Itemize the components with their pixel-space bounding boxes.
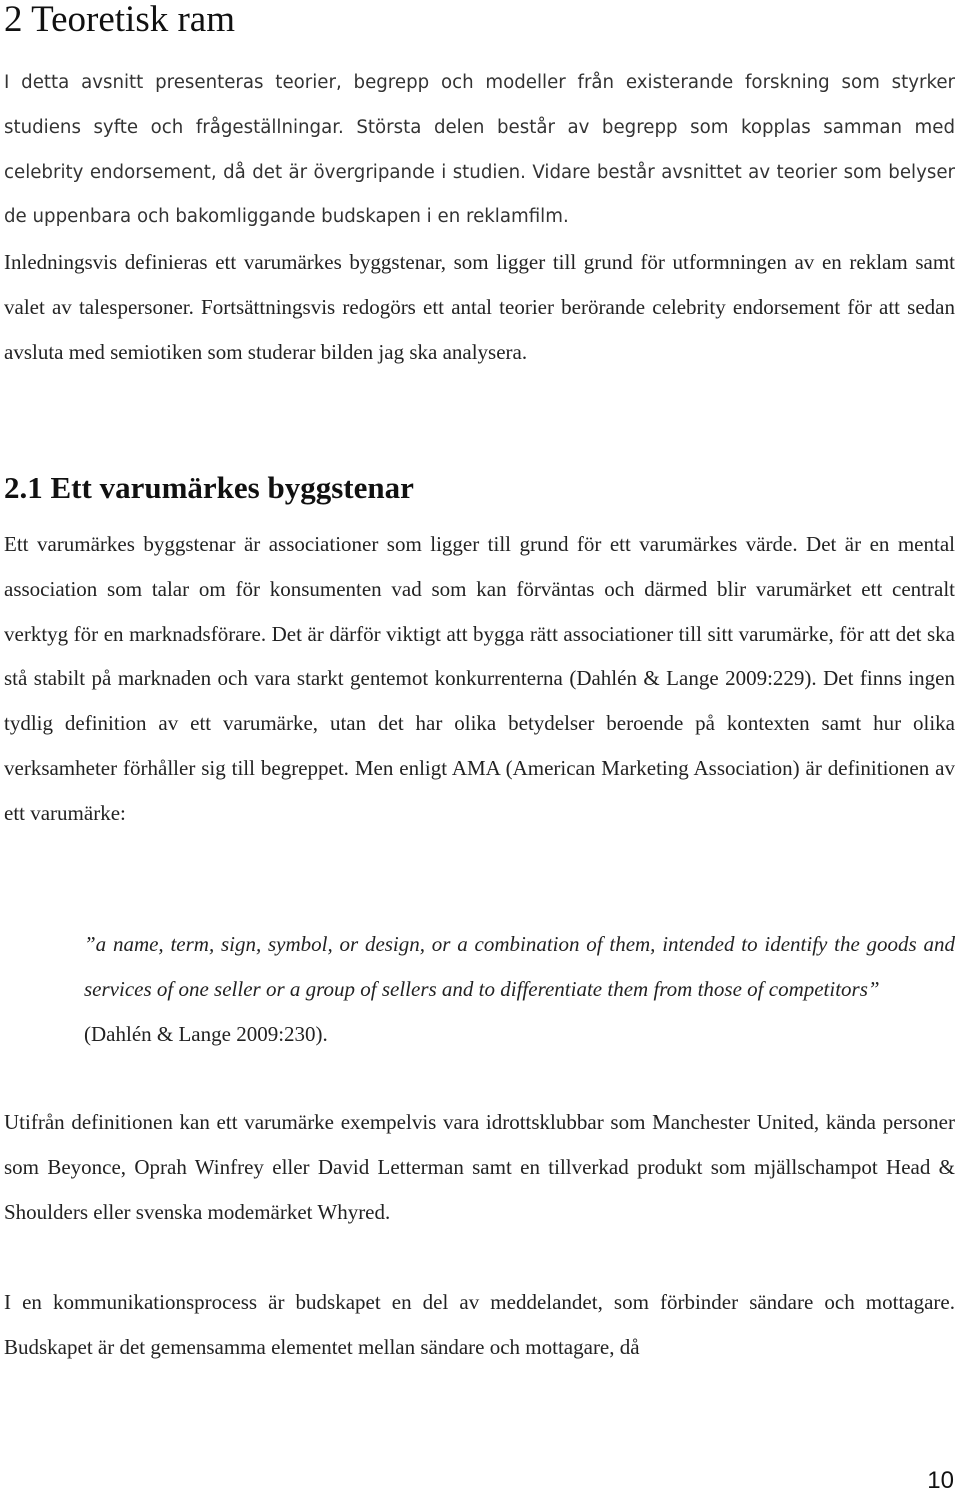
- page-number: 10: [927, 1467, 954, 1494]
- quote-citation: (Dahlén & Lange 2009:230).: [84, 1022, 328, 1046]
- intro-paragraph-sans: I detta avsnitt presenteras teorier, begrepp och modeller från existerande forskning som styrker studiens syfte och frågeställningar. Största delen består av begrepp som kopplas samman med celebrity endorsement, då det är övergripande i studien. Vidare består avsnittet av teorier som belyser de uppenbara och bakomliggande budskapen i en reklamfilm.: [4, 72, 955, 228]
- intro-paragraph-serif: Inledningsvis definieras ett varumärkes byggstenar, som ligger till grund för utformningen av en reklam samt valet av talespersoner. Fortsättningsvis redogörs ett antal teorier berörande celebrity endorsement för att sedan avsluta med semiotiken som studerar bilden jag ska analysera.: [4, 250, 955, 364]
- chapter-heading: 2 Teoretisk ram: [4, 0, 235, 40]
- section-paragraph: Ett varumärkes byggstenar är associationer som ligger till grund för ett varumärkes värde. Det är en mental association som talar om för konsumenten vad som kan förväntas och därmed blir varumärket ett centralt verktyg för en marknadsförare. Det är därför viktigt att bygga rätt associationer till sitt varumärke, för att det ska stå stabilt på marknaden och vara starkt gentemot konkurrenterna (Dahlén & Lange 2009:229). Det finns ingen tydlig definition av ett varumärke, utan det har olika betydelser beroende på kontexten samt hur olika verksamheter förhåller sig till begreppet. Men enligt AMA (American Marketing Association) är definitionen av ett varumärke:: [4, 532, 955, 825]
- quote-text: ”a name, term, sign, symbol, or design, or a combination of them, intended to identify the goods and services of one seller or a group of sellers and to differentiate them from those of competitors”: [84, 932, 955, 1001]
- brand-examples-paragraph: Utifrån definitionen kan ett varumärke exempelvis vara idrottsklubbar som Manchester United, kända personer som Beyonce, Oprah Winfrey eller David Letterman samt en tillverkad produkt som mjällschampot Head & Shoulders eller svenska modemärket Whyred.: [4, 1110, 955, 1224]
- section-heading: 2.1 Ett varumärkes byggstenar: [4, 470, 414, 505]
- block-quote: [84, 922, 955, 1057]
- communication-paragraph: I en kommunikationsprocess är budskapet en del av meddelandet, som förbinder sändare och mottagare. Budskapet är det gemensamma elementet mellan sändare och mottagare, då: [4, 1290, 955, 1359]
